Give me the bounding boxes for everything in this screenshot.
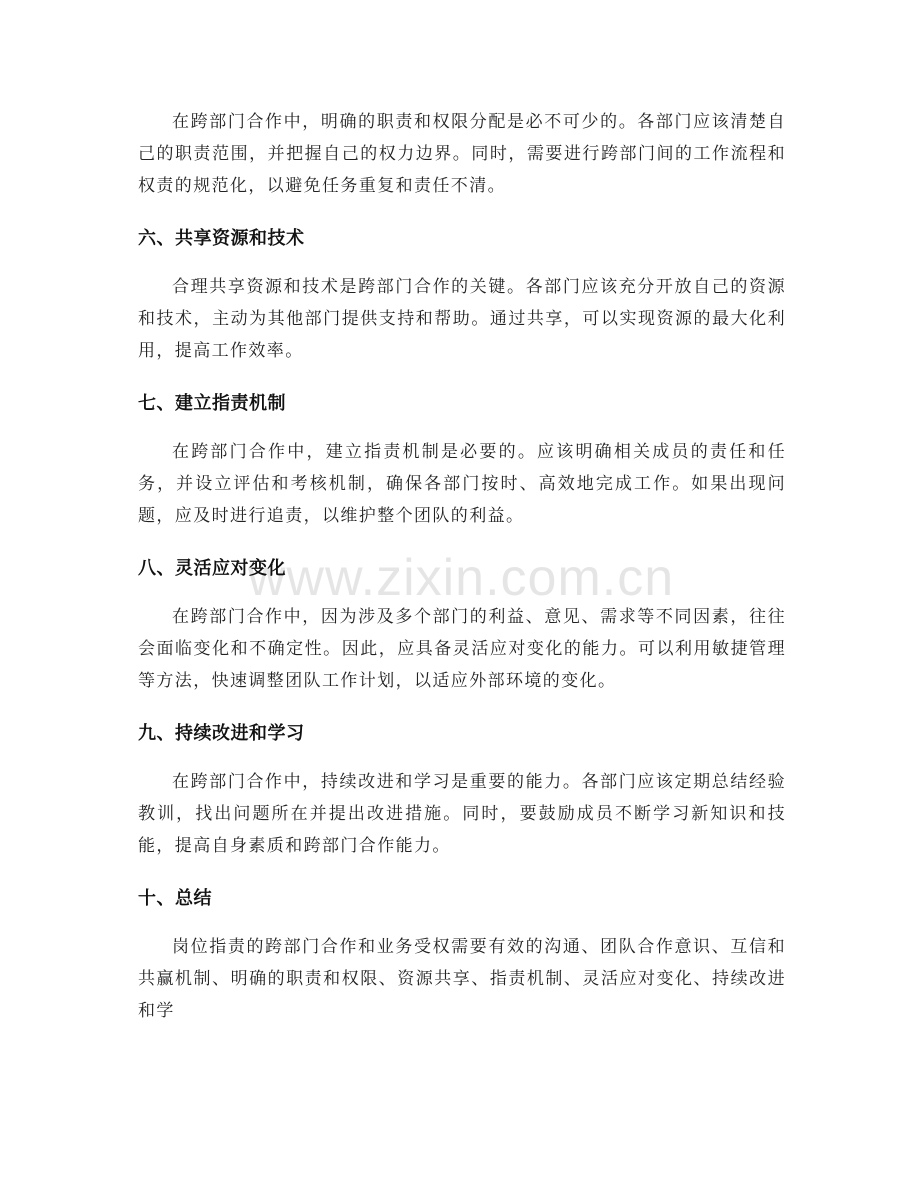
spacer bbox=[138, 255, 786, 271]
paragraph-section-8: 在跨部门合作中，因为涉及多个部门的利益、意见、需求等不同因素，往往会面临变化和不确定性。因此，应具备灵活应对变化的能力。可以利用敏捷管理等方法，快速调整团队工作计划，以适应外部环境的变化。 bbox=[138, 607, 786, 691]
paragraph-section-7: 在跨部门合作中，建立指责机制是必要的。应该明确相关成员的责任和任务，并设立评估和考核机制，确保各部门按时、高效地完成工作。如果出现问题，应及时进行追责，以维护整个团队的利益。 bbox=[138, 442, 786, 526]
spacer bbox=[138, 202, 786, 223]
spacer bbox=[138, 697, 786, 718]
paragraph-section-9: 在跨部门合作中，持续改进和学习是重要的能力。各部门应该定期总结经验教训，找出问题所在并提出改进措施。同时，要鼓励成员不断学习新知识和技能，提高自身素质和跨部门合作能力。 bbox=[138, 772, 786, 856]
spacer bbox=[138, 585, 786, 601]
watermark-text: www.zixin.com.cn bbox=[247, 549, 675, 607]
spacer bbox=[138, 862, 786, 883]
heading-section-10: 十、总结 bbox=[138, 888, 212, 909]
spacer bbox=[138, 420, 786, 436]
heading-section-9: 九、持续改进和学习 bbox=[138, 723, 305, 744]
document-body bbox=[138, 106, 786, 1027]
heading-section-7: 七、建立指责机制 bbox=[138, 393, 286, 414]
heading-section-6: 六、共享资源和技术 bbox=[138, 228, 305, 249]
paragraph-responsibilities: 在跨部门合作中，明确的职责和权限分配是必不可少的。各部门应该清楚自己的职责范围，并把握自己的权力边界。同时，需要进行跨部门间的工作流程和权责的规范化，以避免任务重复和责任不清。 bbox=[138, 112, 786, 196]
spacer bbox=[138, 915, 786, 931]
paragraph-section-10: 岗位指责的跨部门合作和业务受权需要有效的沟通、团队合作意识、互信和共赢机制、明确的职责和权限、资源共享、指责机制、灵活应对变化、持续改进和学 bbox=[138, 937, 786, 1021]
paragraph-section-6: 合理共享资源和技术是跨部门合作的关键。各部门应该充分开放自己的资源和技术，主动为其他部门提供支持和帮助。通过共享，可以实现资源的最大化利用，提高工作效率。 bbox=[138, 277, 786, 361]
spacer bbox=[138, 532, 786, 553]
heading-section-8: 八、灵活应对变化 bbox=[138, 558, 286, 579]
spacer bbox=[138, 367, 786, 388]
spacer bbox=[138, 750, 786, 766]
